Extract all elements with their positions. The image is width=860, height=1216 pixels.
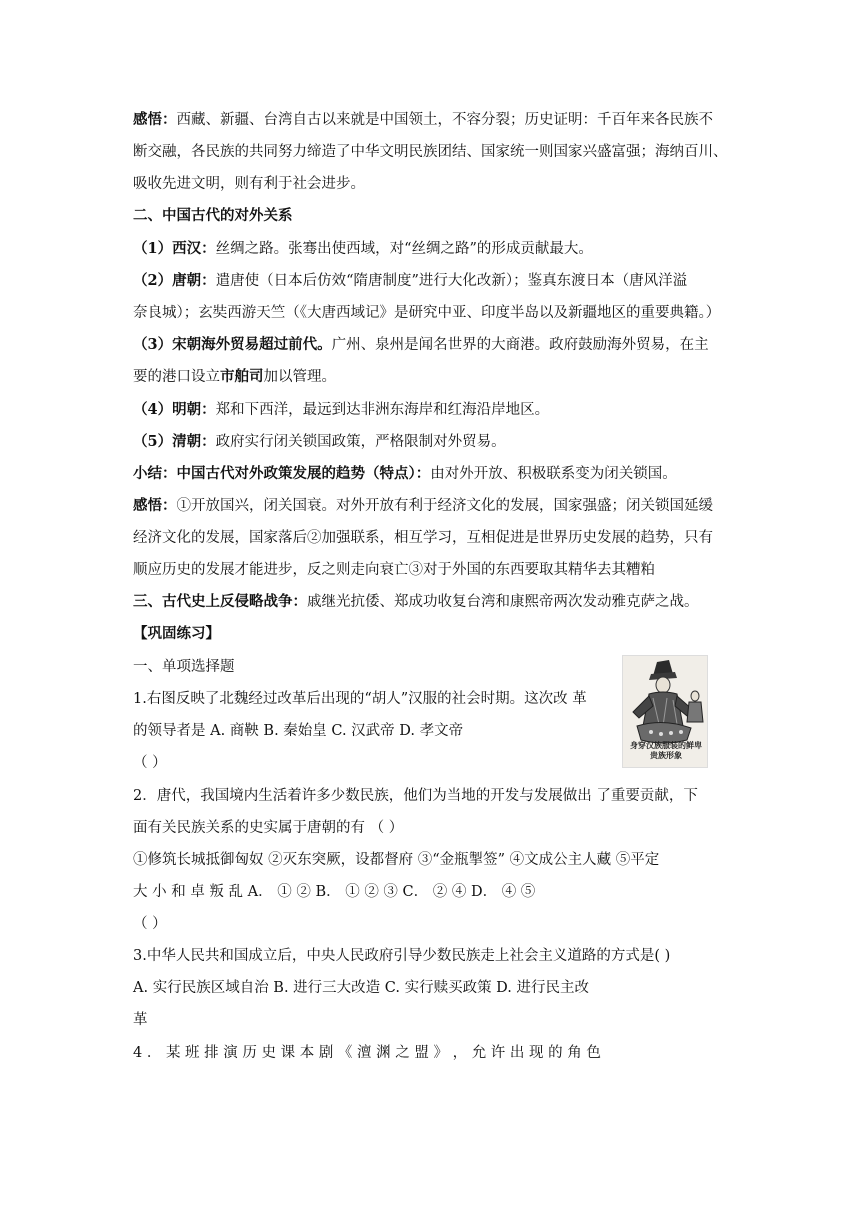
reflection-line-2 bbox=[133, 496, 733, 516]
item-label: （5）清朝： bbox=[133, 433, 216, 450]
paragraph-line bbox=[133, 367, 733, 387]
summary-label: 小结：中国古代对外政策发展的趋势（特点）： bbox=[133, 465, 431, 482]
question-2-line-1: 2．唐代，我国境内生活着许多少数民族，他们为当地的开发与发展做出 了重要贡献，下 bbox=[133, 788, 698, 804]
figure-caption: 身穿汉族服装的鲜卑贵族形象 bbox=[630, 741, 702, 760]
item-label: （2）唐朝： bbox=[133, 272, 216, 289]
item-ming bbox=[133, 400, 733, 420]
text: 遣唐使（日本后仿效“隋唐制度”进行大化改新）；鉴真东渡日本（唐风洋溢 bbox=[215, 273, 688, 289]
summary-line bbox=[133, 464, 733, 484]
text: 戚继光抗倭、郑成功收复台湾和康熙帝两次发动雅克萨之战。 bbox=[307, 594, 699, 610]
question-2-options: 大 小 和 卓 叛 乱 A． ① ② B． ① ② ③ C． ② ④ D． ④ ⑤ bbox=[133, 884, 536, 900]
section-heading-anti-invasion bbox=[133, 592, 733, 612]
item-western-han bbox=[133, 239, 733, 259]
question-3-line-1: 3.中华人民共和国成立后，中央人民政府引导少数民族走上社会主义道路的方式是( ) bbox=[133, 948, 671, 964]
paragraph-line: 顺应历史的发展才能进步，反之则走向衰亡③对于外国的东西要取其精华去其糟粕 bbox=[133, 562, 655, 578]
question-1-options: 的领导者是 A. 商鞅 B. 秦始皇 C. 汉武帝 D. 孝文帝 bbox=[133, 723, 464, 739]
text: 郑和下西洋，最远到达非洲东海岸和红海沿岸地区。 bbox=[215, 402, 550, 418]
question-2-line-2: 面有关民族关系的史实属于唐朝的有 （ ） bbox=[133, 820, 404, 836]
reflection-line-1 bbox=[133, 110, 733, 130]
question-2-statements: ①修筑长城抵御匈奴 ②灭东突厥，设都督府 ③“金瓶掣签” ④文成公主人藏 ⑤平定 bbox=[133, 852, 660, 868]
section-label: 三、古代史上反侵略战争： bbox=[133, 593, 307, 610]
item-label: （4）明朝： bbox=[133, 401, 216, 418]
paragraph-line: 断交融，各民族的共同努力缔造了中华文明民族团结、国家统一则国家兴盛富强；海纳百川、 bbox=[133, 144, 728, 160]
text: 要的港口设立 bbox=[133, 369, 220, 385]
question-3-options: A. 实行民族区域自治 B. 进行三大改造 C. 实行赎买政策 D. 进行民主改 bbox=[133, 980, 590, 996]
text: ①开放国兴，闭关国衰。对外开放有利于经济文化的发展，国家强盛；闭关锁国延缓 bbox=[176, 498, 713, 514]
text: 加以管理。 bbox=[263, 369, 336, 385]
text: 由对外开放、积极联系变为闭关锁国。 bbox=[430, 466, 677, 482]
exercise-heading: 【巩固练习】 bbox=[133, 625, 220, 642]
text: 政府实行闭关锁国政策，严格限制对外贸易。 bbox=[215, 434, 506, 450]
paragraph-line: 奈良城）；玄奘西游天竺（《大唐西域记》是研究中亚、印度半岛以及新疆地区的重要典籍。） bbox=[133, 305, 721, 321]
question-type-heading: 一、单项选择题 bbox=[133, 659, 235, 675]
xianbei-noble-figure-image bbox=[622, 655, 708, 768]
answer-blank: （ ） bbox=[133, 755, 167, 771]
item-qing bbox=[133, 432, 733, 452]
text: 丝绸之路。张骞出使西域，对“丝绸之路”的形成贡献最大。 bbox=[215, 241, 593, 257]
reflection-label: 感悟： bbox=[133, 111, 177, 128]
bold-term: 市舶司 bbox=[220, 368, 264, 385]
answer-blank: （ ） bbox=[133, 916, 167, 932]
question-1-line-1: 1.右图反映了北魏经过改革后出现的“胡人”汉服的社会时期。这次改 革 bbox=[133, 691, 587, 707]
section-heading-foreign-relations: 二、中国古代的对外关系 bbox=[133, 207, 293, 224]
text: 西藏、新疆、台湾自古以来就是中国领土，不容分裂；历史证明：千百年来各民族不 bbox=[176, 112, 713, 128]
paragraph-line: 吸收先进文明，则有利于社会进步。 bbox=[133, 176, 365, 192]
item-tang bbox=[133, 271, 733, 291]
text: 广州、泉州是闻名世界的大商港。政府鼓励海外贸易，在主 bbox=[331, 337, 709, 353]
item-label: （1）西汉： bbox=[133, 240, 216, 257]
question-3-continuation: 革 bbox=[133, 1012, 148, 1028]
item-label: （3）宋朝海外贸易超过前代。 bbox=[133, 336, 332, 353]
item-song bbox=[133, 335, 733, 355]
question-4-line-1: 4 ． 某 班 排 演 历 史 课 本 剧 《 澶 渊 之 盟 》 ， 允 许 出 现 的 角 色 bbox=[133, 1045, 601, 1061]
reflection-label: 感悟： bbox=[133, 497, 177, 514]
paragraph-line: 经济文化的发展，国家落后②加强联系，相互学习，互相促进是世界历史发展的趋势，只有 bbox=[133, 530, 713, 546]
